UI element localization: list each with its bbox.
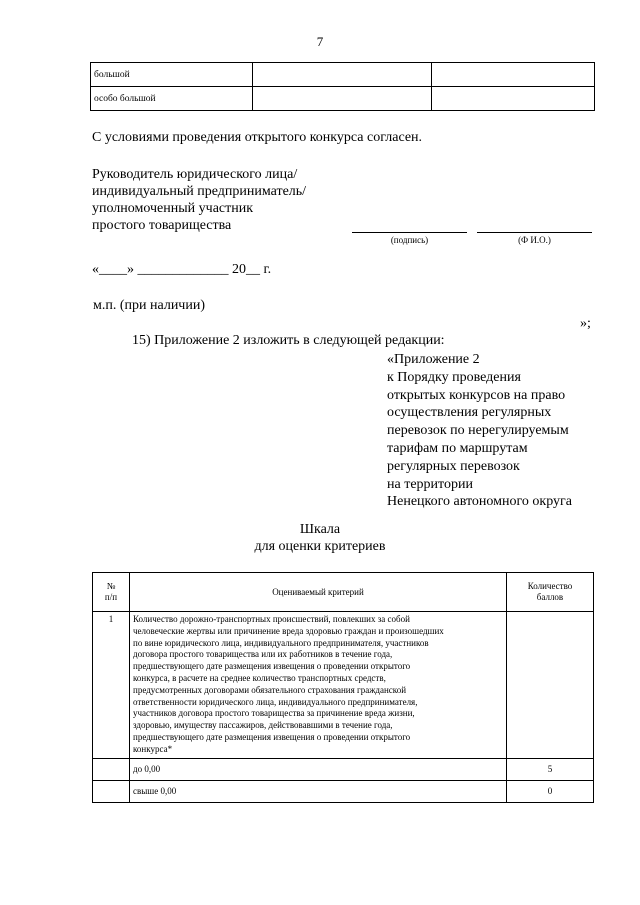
criterion-line: участников договора простого товарищества за причинение вреда жизни,	[133, 708, 415, 719]
row-number	[93, 780, 130, 802]
table-cell	[432, 87, 595, 111]
table-cell-label: большой	[91, 63, 253, 87]
date-line: «____» _____________ 20__ г.	[92, 262, 272, 277]
criterion-line: по вине юридического лица, индивидуального предпринимателя, участников	[133, 637, 429, 648]
leader-line: Руководитель юридического лица/	[92, 167, 298, 182]
amendment-item: 15) Приложение 2 изложить в следующей редакции:	[132, 333, 445, 348]
appendix-line: тарифам по маршрутам	[387, 440, 528, 456]
scale-title-line: Шкала	[299, 522, 341, 537]
page-number: 7	[316, 34, 324, 49]
scale-subtitle-line: для оценки критериев	[254, 539, 386, 554]
table-cell-label: особо большой	[91, 87, 253, 111]
agreement-statement: С условиями проведения открытого конкурса согласен.	[92, 130, 423, 145]
table-row	[93, 780, 594, 802]
criterion-line: здоровью, имуществу пассажиров, действовавшими в течение года,	[133, 720, 393, 731]
header-number-line: п/п	[104, 592, 118, 602]
criterion-line: договора простого товарищества или их работников в течение года,	[133, 649, 393, 660]
fio-line	[477, 232, 592, 233]
appendix-line: регулярных перевозок	[387, 458, 520, 474]
appendix-line: на территории	[387, 476, 473, 492]
header-points-line: баллов	[536, 592, 564, 602]
header-criterion: Оцениваемый критерий	[130, 573, 507, 612]
scale-title	[0, 521, 640, 555]
criterion-value: свыше 0,00	[130, 780, 507, 802]
leader-line: уполномоченный участник	[92, 201, 254, 216]
table-row	[93, 758, 594, 780]
table-cell	[432, 63, 595, 87]
table-row	[91, 87, 595, 111]
signature-label: (подпись)	[390, 235, 429, 245]
signature-line	[352, 232, 467, 233]
criterion-value: до 0,00	[130, 758, 507, 780]
criteria-table	[92, 572, 594, 803]
points-value: 5	[507, 758, 594, 780]
appendix-line: «Приложение 2	[387, 352, 480, 367]
header-points	[507, 573, 594, 612]
criterion-line: ответственности юридического лица, индивидуального предпринимателя,	[133, 696, 418, 707]
criterion-line: конкурса, в расчете на среднее количество транспортных средств,	[133, 672, 386, 683]
points-value: 0	[507, 780, 594, 802]
fio-label: (Ф И.О.)	[518, 235, 551, 245]
appendix-line: к Порядку проведения	[387, 369, 521, 385]
leader-line: индивидуальный предприниматель/	[92, 184, 307, 199]
points-cell	[507, 612, 594, 759]
stamp-note: м.п. (при наличии)	[93, 298, 205, 313]
header-number-line: №	[106, 581, 116, 591]
table-row	[91, 63, 595, 87]
criterion-text	[130, 612, 507, 759]
criterion-line: предшествующего дате размещения извещения о проведении открытого	[133, 731, 411, 742]
table-header-row	[93, 573, 594, 612]
criterion-line: конкурса*	[133, 743, 173, 754]
header-number	[93, 573, 130, 612]
criterion-line: Количество дорожно-транспортных происшествий, повлекших за собой	[133, 614, 410, 624]
appendix-line: перевозок по нерегулируемым	[387, 423, 569, 439]
row-number	[93, 758, 130, 780]
appendix-line: открытых конкурсов на право	[387, 387, 566, 403]
table-cell	[253, 87, 432, 111]
row-number: 1	[93, 612, 130, 759]
appendix-line: осуществления регулярных	[387, 405, 552, 421]
appendix-line: Ненецкого автономного округа	[387, 494, 572, 510]
appendix-heading	[387, 351, 572, 511]
header-points-line: Количество	[527, 581, 573, 591]
table-cell	[253, 63, 432, 87]
criterion-line: предшествующего дате размещения извещения о проведении открытого	[133, 661, 411, 672]
score-table-fragment	[90, 62, 595, 111]
table-row	[93, 612, 594, 759]
closing-quote: »;	[580, 316, 591, 331]
criterion-line: человеческие жертвы или причинение вреда здоровью граждан и произошедших	[133, 625, 444, 636]
criterion-line: предусмотренных договорами обязательного страхования гражданской	[133, 684, 407, 695]
leader-block	[92, 166, 306, 234]
leader-line: простого товарищества	[92, 218, 232, 233]
